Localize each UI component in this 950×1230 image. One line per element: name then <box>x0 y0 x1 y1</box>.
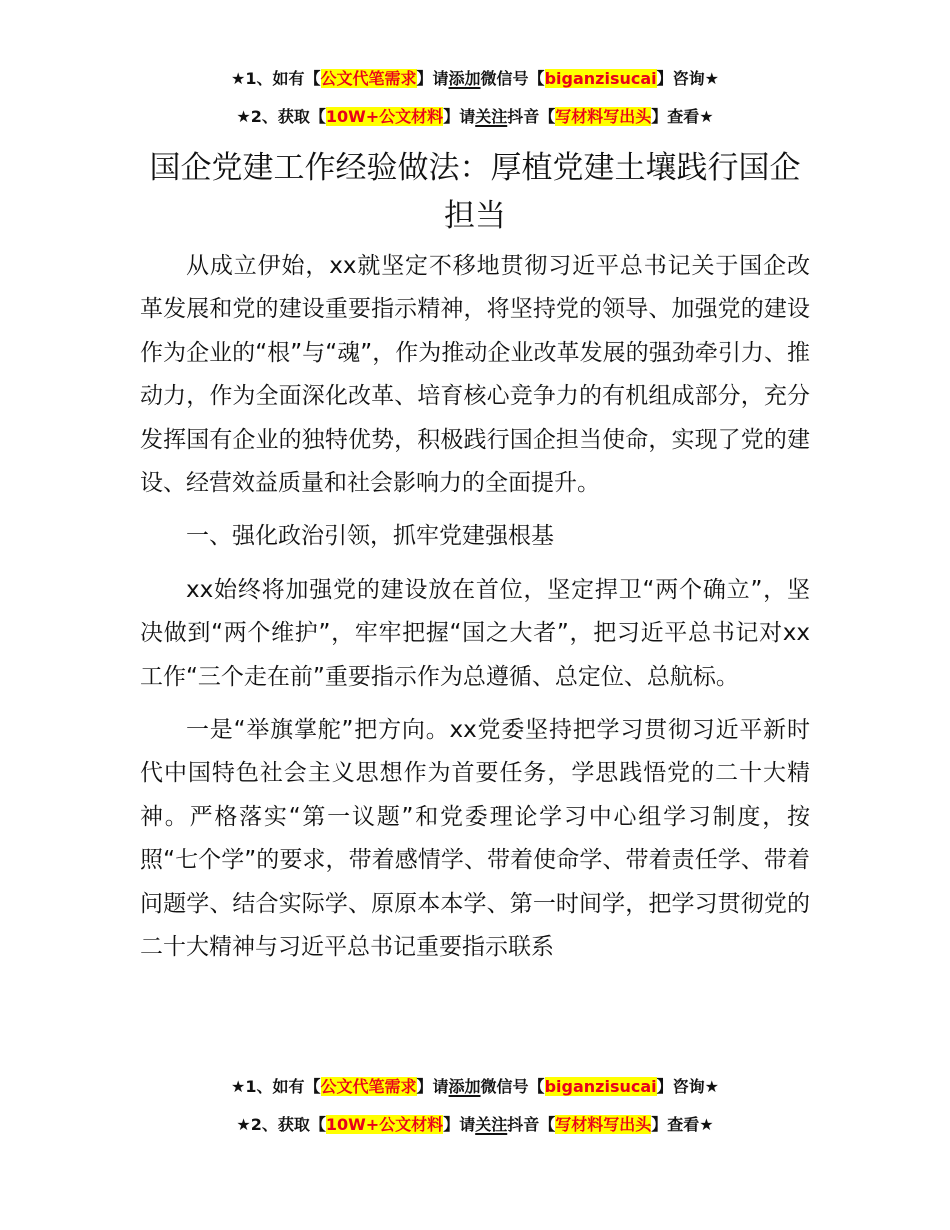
document-title: 国企党建工作经验做法：厚植党建土壤践行国企担当 <box>149 150 801 234</box>
promo-suffix: 】查看★ <box>651 1115 714 1134</box>
paragraph-point-one: 一是“举旗掌舵”把方向。xx党委坚持把学习贯彻习近平新时代中国特色社会主义思想作为首要任务，学思践悟党的二十大精神。严格落实“第一议题”和党委理论学习中心组学习制度，按照“七个学”的要求，带着感情学、带着使命学、带着责任学、带着问题学、结合实际学、原原本本学、第一时间学，把学习贯彻党的二十大精神与习近平总书记重要指示联系 <box>140 717 810 961</box>
promo-line-2-bottom <box>0 1114 950 1136</box>
paragraph-intro: 从成立伊始，xx就坚定不移地贯彻习近平总书记关于国企改革发展和党的建设重要指示精神，将坚持党的领导、加强党的建设作为企业的“根”与“魂”，作为推动企业改革发展的强劲牵引力、推动力，作为全面深化改革、培育核心竞争力的有机组成部分，充分发挥国有企业的独特优势，积极践行国企担当使命，实现了党的建设、经营效益质量和社会影响力的全面提升。 <box>140 253 810 497</box>
promo-highlight: 10W+公文材料 <box>325 1115 444 1134</box>
promo-suffix: 】查看★ <box>651 107 714 126</box>
promo-text: 】请 <box>416 69 449 88</box>
promo-text: 】请 <box>443 107 476 126</box>
promo-prefix: ★2、获取【 <box>236 1115 326 1134</box>
promo-prefix: ★1、如有【 <box>231 69 321 88</box>
promo-highlight: 10W+公文材料 <box>325 107 444 126</box>
promo-text: 微信号【 <box>480 1077 545 1096</box>
promo-douyin-id: 写材料写出头 <box>555 107 652 126</box>
promo-text: 】请 <box>416 1077 449 1096</box>
promo-emphasis: 添加 <box>448 1077 481 1096</box>
promo-wechat-id: biganzisucai <box>544 1077 657 1096</box>
paragraph-section-summary: xx始终将加强党的建设放在首位，坚定捍卫“两个确立”，坚决做到“两个维护”，牢牢把握“国之大者”，把习近平总书记对xx工作“三个走在前”重要指示作为总遵循、总定位、总航标。 <box>140 576 810 690</box>
promo-line-1-top <box>0 68 950 90</box>
promo-emphasis: 添加 <box>448 69 481 88</box>
promo-highlight: 公文代笔需求 <box>320 69 417 88</box>
promo-line-2-top <box>0 106 950 128</box>
document-body <box>140 245 810 980</box>
promo-prefix: ★2、获取【 <box>236 107 326 126</box>
promo-text: 抖音【 <box>507 107 556 126</box>
promo-line-1-bottom <box>0 1076 950 1098</box>
section-heading: 一、强化政治引领，抓牢党建强根基 <box>186 523 554 550</box>
promo-douyin-id: 写材料写出头 <box>555 1115 652 1134</box>
promo-highlight: 公文代笔需求 <box>320 1077 417 1096</box>
promo-text: 抖音【 <box>507 1115 556 1134</box>
promo-prefix: ★1、如有【 <box>231 1077 321 1096</box>
promo-emphasis: 关注 <box>475 107 508 126</box>
promo-emphasis: 关注 <box>475 1115 508 1134</box>
promo-suffix: 】咨询★ <box>656 1077 719 1096</box>
promo-text: 】请 <box>443 1115 476 1134</box>
promo-text: 微信号【 <box>480 69 545 88</box>
promo-wechat-id: biganzisucai <box>544 69 657 88</box>
promo-suffix: 】咨询★ <box>656 69 719 88</box>
